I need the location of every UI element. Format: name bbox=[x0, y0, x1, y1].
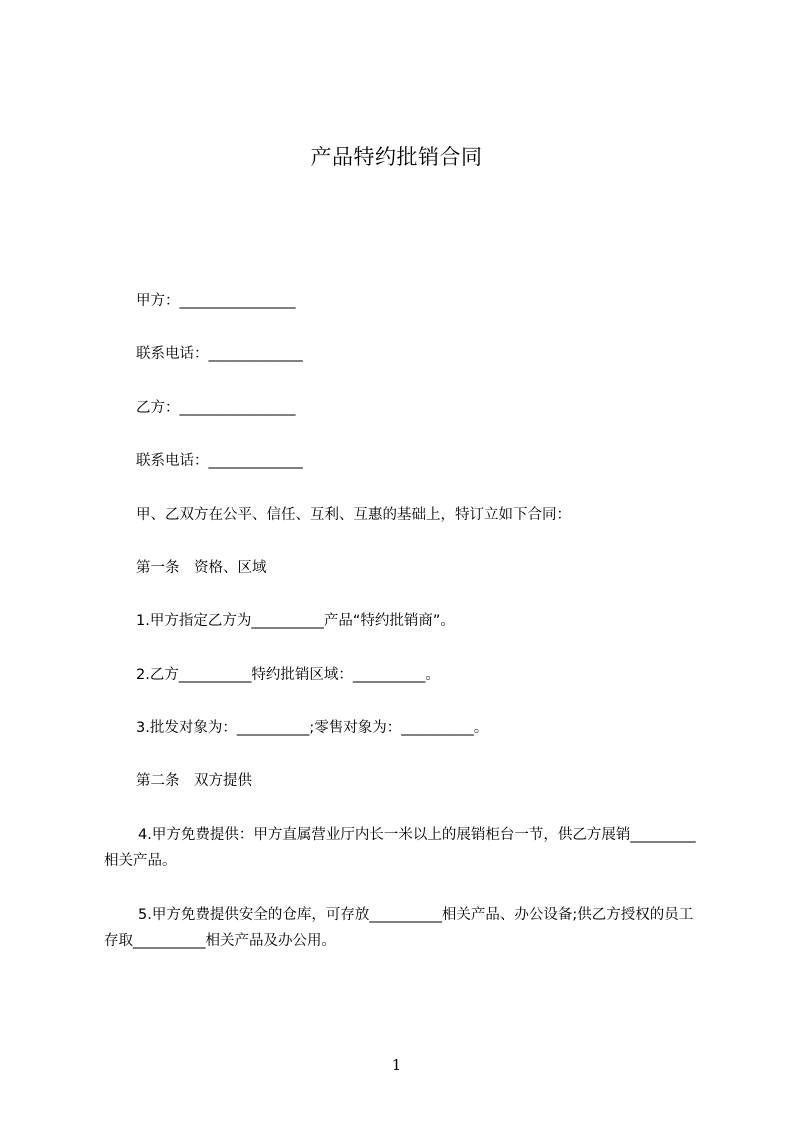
preamble-text: 甲、乙双方在公平、信任、互利、互惠的基础上，特订立如下合同： bbox=[136, 507, 571, 523]
party-b-phone-line: 联系电话：_____________ bbox=[136, 453, 303, 469]
page-number: 1 bbox=[391, 1056, 402, 1074]
article-2-heading: 第二条 双方提供 bbox=[136, 773, 252, 789]
document-title: 产品特约批销合同 bbox=[310, 145, 483, 169]
party-b-line: 乙方：________________ bbox=[136, 400, 296, 416]
clause-1: 1.甲方指定乙方为__________产品“特约批销商”。 bbox=[136, 613, 455, 629]
clause-3: 3.批发对象为：__________;零售对象为：__________。 bbox=[136, 720, 489, 736]
clause-4: 4.甲方免费提供：甲方直属营业厅内长一米以上的展销柜台一节，供乙方展销_________相关产品。 bbox=[104, 827, 696, 869]
article-1-heading: 第一条 资格、区域 bbox=[136, 560, 267, 576]
party-a-line: 甲方：________________ bbox=[136, 293, 296, 309]
party-a-phone-line: 联系电话：_____________ bbox=[136, 346, 303, 362]
clause-2: 2.乙方__________特约批销区域：__________。 bbox=[136, 667, 440, 683]
clause-5: 5.甲方免费提供安全的仓库，可存放__________相关产品、办公设备;供乙方授权的员工存取__________相关产品及办公用。 bbox=[104, 907, 694, 949]
